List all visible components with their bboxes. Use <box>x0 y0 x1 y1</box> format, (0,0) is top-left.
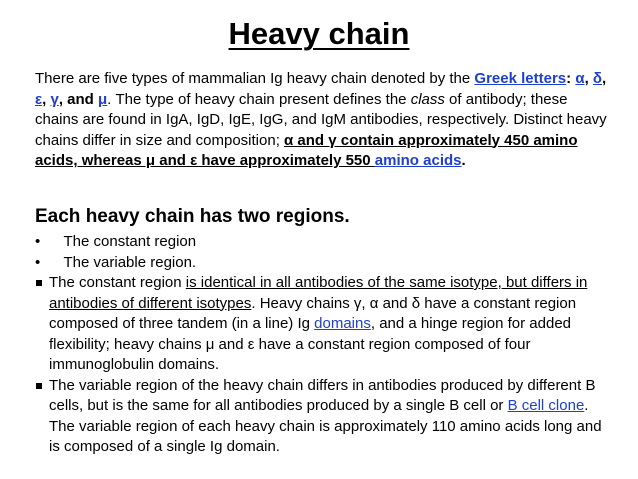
regions-list <box>35 232 610 458</box>
amino-acid-count-text: α and γ contain approximately 450 amino acids, whereas μ and ε have approximately 550 <box>35 131 578 169</box>
regions-heading: Each heavy chain has two regions. <box>35 206 350 227</box>
b-cell-clone-link[interactable]: B cell clone <box>507 397 585 414</box>
list-item-label: The variable region. <box>63 253 197 271</box>
sep-2: , <box>602 70 607 87</box>
intro-text-3: of antibody; these chains are found in IgA, IgD, IgE, IgG, and IgM antibodies, respectively. Distinct heavy chains differ in size and composition; <box>35 90 607 149</box>
p2-text-2: . The variable region of each heavy chain is approximately 110 amino acids long and is composed of a single Ig domain. <box>49 397 602 455</box>
mu-link[interactable]: μ <box>97 90 108 108</box>
square-bullet-icon <box>36 383 42 389</box>
variable-region-paragraph <box>35 376 610 458</box>
greek-letters-link[interactable]: Greek letters <box>474 70 567 87</box>
bullet-dot-icon: • <box>35 253 41 271</box>
sep-3: , <box>42 90 51 108</box>
slide-title: Heavy chain <box>228 16 410 51</box>
delta-link[interactable]: δ <box>592 70 603 87</box>
amino-acids-link[interactable]: amino acids <box>374 152 462 169</box>
list-item-label: The constant region <box>63 233 197 250</box>
intro-period: . <box>461 152 466 169</box>
gamma-link[interactable]: γ <box>50 90 59 108</box>
intro-paragraph <box>35 69 610 172</box>
intro-colon: : <box>566 70 576 87</box>
alpha-link[interactable]: α <box>575 70 585 87</box>
isotype-underlined-text: is identical in all antibodies of the same isotype, but differs in antibodies of different isotypes <box>49 274 588 312</box>
p1-text-2: . Heavy chains γ, α and δ have a constant region composed of three tandem (in a line) Ig <box>49 294 577 332</box>
constant-region-paragraph <box>35 273 610 376</box>
class-word: class <box>410 90 445 108</box>
bullet-dot-icon: • <box>35 233 41 250</box>
sep-4: , and <box>58 90 98 108</box>
list-item-variable <box>35 253 610 274</box>
p1-text-1: The constant region <box>49 274 186 291</box>
intro-text-2: . The type of heavy chain present defines the <box>107 90 411 108</box>
p2-text-1: The variable region of the heavy chain differs in antibodies produced by different B cells, but is the same for all antibodies produced by a single B cell or <box>49 376 596 414</box>
square-bullet-icon <box>36 280 42 286</box>
sep-1: , <box>584 70 593 87</box>
intro-text-1: There are five types of mammalian Ig heavy chain denoted by the <box>35 70 475 87</box>
domains-link[interactable]: domains <box>314 315 371 332</box>
list-item-constant <box>35 232 610 253</box>
p1-text-3: , and a hinge region for added flexibility; heavy chains μ and ε have a constant region composed of four immunoglobulin domains. <box>49 315 572 373</box>
epsilon-link[interactable]: ε <box>35 90 43 108</box>
